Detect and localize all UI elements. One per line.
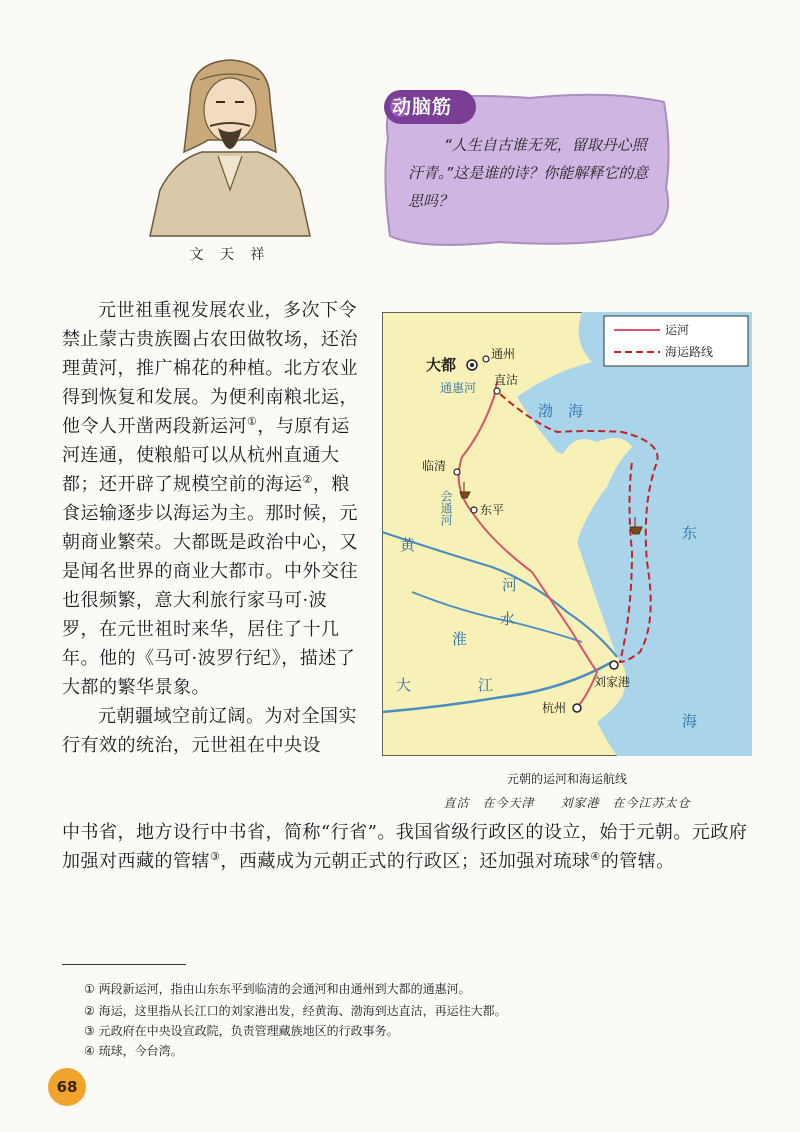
footnote-1: ① 两段新运河，指由山东东平到临清的会通河和由通州到大都的通惠河。: [84, 982, 471, 996]
label-tongzhou: 通州: [491, 347, 516, 361]
footnote-2: ② 海运，这里指从长江口的刘家港出发，经黄海、渤海到达直沽，再运往大都。: [84, 1004, 507, 1018]
label-huitonghe: 会通河: [439, 490, 453, 526]
footnote-4: ④ 琉球，今台湾。: [84, 1044, 183, 1058]
label-dadu: 大都: [426, 356, 457, 374]
legend-canal-label: 运河: [665, 323, 690, 337]
paragraph-1: [62, 296, 362, 702]
label-liujiagang: 刘家港: [594, 675, 631, 689]
footnote-ref-1[interactable]: ①: [247, 415, 258, 428]
wen-tianxiang-portrait: [130, 40, 330, 240]
label-hangzhou: 杭州: [542, 701, 567, 715]
para2-text-c: ，西藏成为元朝正式的行政区；还加强对琉球: [220, 851, 591, 872]
paragraph-2-start: [62, 702, 362, 760]
brain-teaser-text: [408, 131, 650, 215]
label-zhigu: 直沽: [494, 373, 519, 387]
label-huang: 黄: [400, 536, 416, 554]
page-number-badge: 68: [48, 1068, 86, 1106]
para2-text-a: 元朝疆域空前辽阔。为对全国实行有效的统治，元世祖在中央设: [62, 706, 357, 756]
label-jiang: 江: [478, 676, 494, 694]
para1-text-c: ，粮食运输逐步以海运为主。那时候，元朝商业繁荣。大都既是政治中心，又是闻名世界的商业大都市。中外交往也很频繁，意大利旅行家马可·波罗，在元世祖时来华，居住了十几年。他的《马可·波罗行纪》，描述了大都的繁华景象。: [62, 474, 358, 698]
label-huai: 淮: [452, 630, 468, 648]
brain-teaser-question: “人生自古谁无死，留取丹心照汗青。”这是谁的诗？你能解释它的意思吗？: [408, 136, 649, 210]
para2-text-b: 中书省，地方设行中书省，简称“行省”。我国省级行政区的设立，始于元朝。元政府加强对西藏的管辖: [62, 822, 748, 872]
label-shui: 水: [500, 610, 516, 628]
footnote-ref-2[interactable]: ②: [302, 473, 313, 486]
map-notes: 直沽 在今天津 刘家港 在今江苏太仓: [443, 796, 691, 810]
body-full-width-text: [62, 818, 762, 876]
para1-text: 元世祖重视发展农业，多次下令禁止蒙古贵族圈占农田做牧场，还治理黄河，推广棉花的种植。北方农业得到恢复和发展。为便利南粮北运，他令人开凿两段新运河: [62, 300, 358, 437]
map-caption: 元朝的运河和海运航线: [506, 772, 627, 786]
label-dong: 东: [682, 524, 698, 542]
para2-text-d: 的管辖。: [600, 851, 675, 872]
label-hai2: 海: [682, 712, 698, 730]
footnote-3: ③ 元政府在中央设宣政院，负责管理藏族地区的行政事务。: [84, 1024, 399, 1038]
legend-sea-route-label: 海运路线: [665, 345, 714, 359]
para1-text-b: ，与原有运河连通，使粮船可以从杭州直通大都；还开辟了规模空前的海运: [62, 416, 350, 495]
label-bo: 渤: [538, 402, 554, 420]
yuan-canal-sea-route-map: [382, 312, 752, 756]
body-column-text: [62, 296, 362, 760]
footnote-ref-4[interactable]: ④: [590, 850, 601, 863]
footnote-divider: [62, 964, 186, 965]
label-da: 大: [396, 676, 412, 694]
label-dongping: 东平: [480, 503, 505, 517]
portrait-caption: 文 天 祥: [189, 247, 271, 263]
label-tonghuihe: 通惠河: [440, 381, 477, 395]
brain-teaser-title: 动脑筋: [392, 96, 453, 118]
label-hai1: 海: [568, 402, 584, 420]
label-linqing: 临清: [422, 459, 447, 473]
footnote-ref-3[interactable]: ③: [210, 850, 221, 863]
label-he: 河: [502, 576, 518, 594]
